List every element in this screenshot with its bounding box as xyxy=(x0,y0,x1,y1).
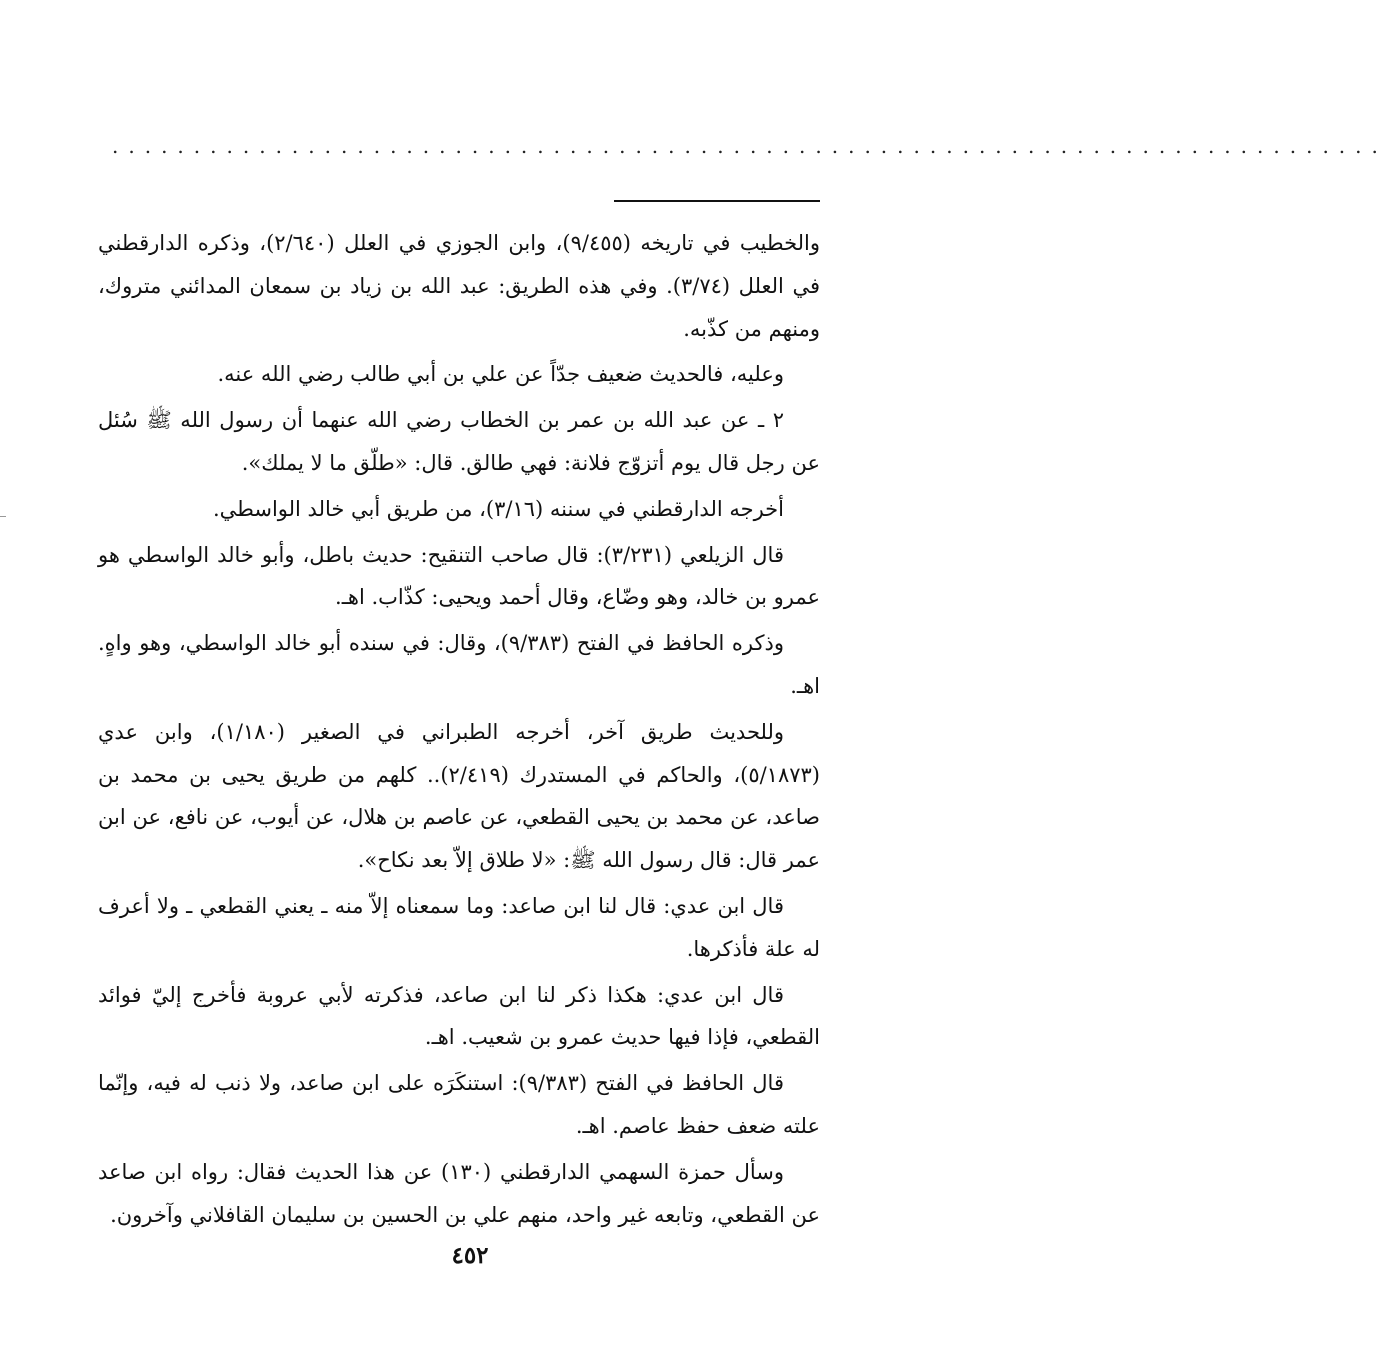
page-number: ٤٥٢ xyxy=(451,1242,489,1269)
paragraph-1: والخطيب في تاريخه (٩/٤٥٥)، وابن الجوزي في العلل (٢/٦٤٠)، وذكره الدارقطني في العلل (٣/٧٤). وفي هذه الطريق: عبد الله بن زياد بن سمعان المدائني متروك، ومنهم من كذّبه. xyxy=(98,231,820,341)
paragraph-5: قال الزيلعي (٣/٢٣١): قال صاحب التنقيح: حديث باطل، وأبو خالد الواسطي هو عمرو بن خالد، وهو وضّاع، وقال أحمد ويحيى: كذّاب. اهـ. xyxy=(98,542,820,610)
paragraph-10: قال الحافظ في الفتح (٩/٣٨٣): استنكَرَه على ابن صاعد، ولا ذنب له فيه، وإنّما علته ضعف حفظ عاصم. اهـ. xyxy=(98,1071,820,1138)
paragraph-7: وللحديث طريق آخر، أخرجه الطبراني في الصغير (١/١٨٠)، وابن عدي (٥/١٨٧٣)، والحاكم في المستدرك (٢/٤١٩).. كلهم من طريق يحيى بن محمد بن صاعد، عن محمد بن يحيى القطعي، عن عاصم بن هلال، عن أيوب، عن نافع، عن ابن عمر قال: قال رسول الله ﷺ: «لا طلاق إلاّ بعد نكاح». xyxy=(98,719,820,873)
paragraph-8: قال ابن عدي: قال لنا ابن صاعد: وما سمعناه إلاّ منه ـ يعني القطعي ـ ولا أعرف له علة فأذكرها. xyxy=(98,893,820,961)
paragraph-6: وذكره الحافظ في الفتح (٩/٣٨٣)، وقال: في سنده أبو خالد الواسطي، وهو واهٍ. اهـ. xyxy=(98,631,820,698)
margin-mark xyxy=(0,516,6,517)
footnote-rule xyxy=(614,200,820,202)
paragraph-4: أخرجه الدارقطني في سننه (٣/١٦)، من طريق أبي خالد الواسطي. xyxy=(212,496,784,521)
paragraph-2: وعليه، فالحديث ضعيف جدّاً عن علي بن أبي طالب رضي الله عنه. xyxy=(217,362,784,387)
paragraph-3: ٢ ـ عن عبد الله بن عمر بن الخطاب رضي الله عنهما أن رسول الله ﷺ سُئل عن رجل قال يوم أتزوّج فلانة: فهي طالق. قال: «طلّق ما لا يملك». xyxy=(98,408,820,475)
paragraph-11: وسأل حمزة السهمي الدارقطني (١٣٠) عن هذا الحديث فقال: رواه ابن صاعد عن القطعي، وتابعه غير واحد، منهم علي بن الحسين بن سليمان القافلاني وآخرون. xyxy=(98,1159,820,1227)
separator-dots: .............................................................................. xyxy=(112,134,1388,158)
page-body xyxy=(98,222,820,1239)
paragraph-9: قال ابن عدي: هكذا ذكر لنا ابن صاعد، فذكرته لأبي عروبة فأخرج إليّ فوائد القطعي، فإذا فيها حديث عمرو بن شعيب. اهـ. xyxy=(98,982,820,1050)
